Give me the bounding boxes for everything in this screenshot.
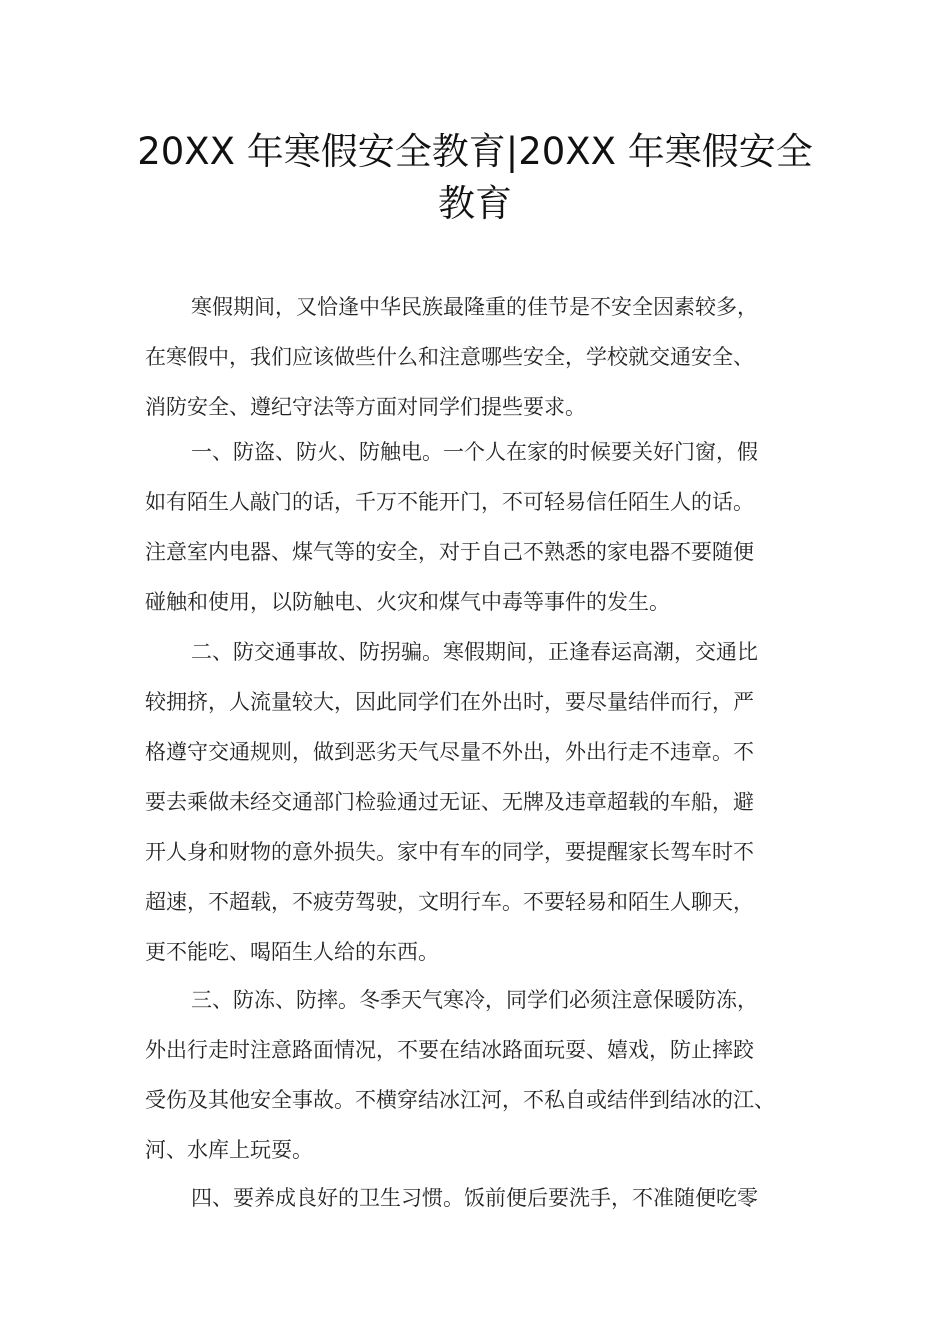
paragraph-line: 更不能吃、喝陌生人给的东西。 [145, 940, 439, 964]
paragraph-line: 四、要养成良好的卫生习惯。饭前便后要洗手，不准随便吃零 [191, 1186, 758, 1210]
paragraph-section-4 [145, 1173, 821, 1223]
paragraph-line: 在寒假中，我们应该做些什么和注意哪些安全，学校就交通安全、 [145, 345, 754, 369]
paragraph-line: 一、防盗、防火、防触电。一个人在家的时候要关好门窗，假 [191, 440, 758, 464]
paragraph-line: 寒假期间，又恰逢中华民族最隆重的佳节是不安全因素较多， [191, 295, 758, 319]
paragraph-line: 外出行走时注意路面情况，不要在结冰路面玩耍、嬉戏，防止摔跤 [145, 1038, 754, 1062]
paragraph-section-1 [145, 427, 821, 627]
paragraph-section-3 [145, 975, 821, 1175]
document-title [120, 126, 830, 230]
paragraph-line: 格遵守交通规则，做到恶劣天气尽量不外出，外出行走不违章。不 [145, 740, 754, 764]
title-line: 教育 [438, 182, 512, 225]
paragraph-section-2 [145, 627, 821, 977]
paragraph-line: 较拥挤，人流量较大，因此同学们在外出时，要尽量结伴而行，严 [145, 690, 754, 714]
title-line: 20XX 年寒假安全教育|20XX 年寒假安全 [137, 130, 813, 173]
paragraph-line: 三、防冻、防摔。冬季天气寒冷，同学们必须注意保暖防冻， [191, 988, 758, 1012]
paragraph-line: 超速，不超载，不疲劳驾驶，文明行车。不要轻易和陌生人聊天， [145, 890, 754, 914]
paragraph-line: 注意室内电器、煤气等的安全，对于自己不熟悉的家电器不要随便 [145, 540, 754, 564]
paragraph-line: 消防安全、遵纪守法等方面对同学们提些要求。 [145, 395, 586, 419]
paragraph-line: 河、水库上玩耍。 [145, 1138, 313, 1162]
paragraph-line: 碰触和使用，以防触电、火灾和煤气中毒等事件的发生。 [145, 590, 670, 614]
paragraph-line: 开人身和财物的意外损失。家中有车的同学，要提醒家长驾车时不 [145, 840, 754, 864]
paragraph-line: 二、防交通事故、防拐骗。寒假期间，正逢春运高潮，交通比 [191, 640, 758, 664]
paragraph-line: 受伤及其他安全事故。不横穿结冰江河，不私自或结伴到结冰的江、 [145, 1088, 775, 1112]
paragraph-intro [145, 282, 821, 432]
paragraph-line: 如有陌生人敲门的话，千万不能开门，不可轻易信任陌生人的话。 [145, 490, 754, 514]
paragraph-line: 要去乘做未经交通部门检验通过无证、无牌及违章超载的车船，避 [145, 790, 754, 814]
